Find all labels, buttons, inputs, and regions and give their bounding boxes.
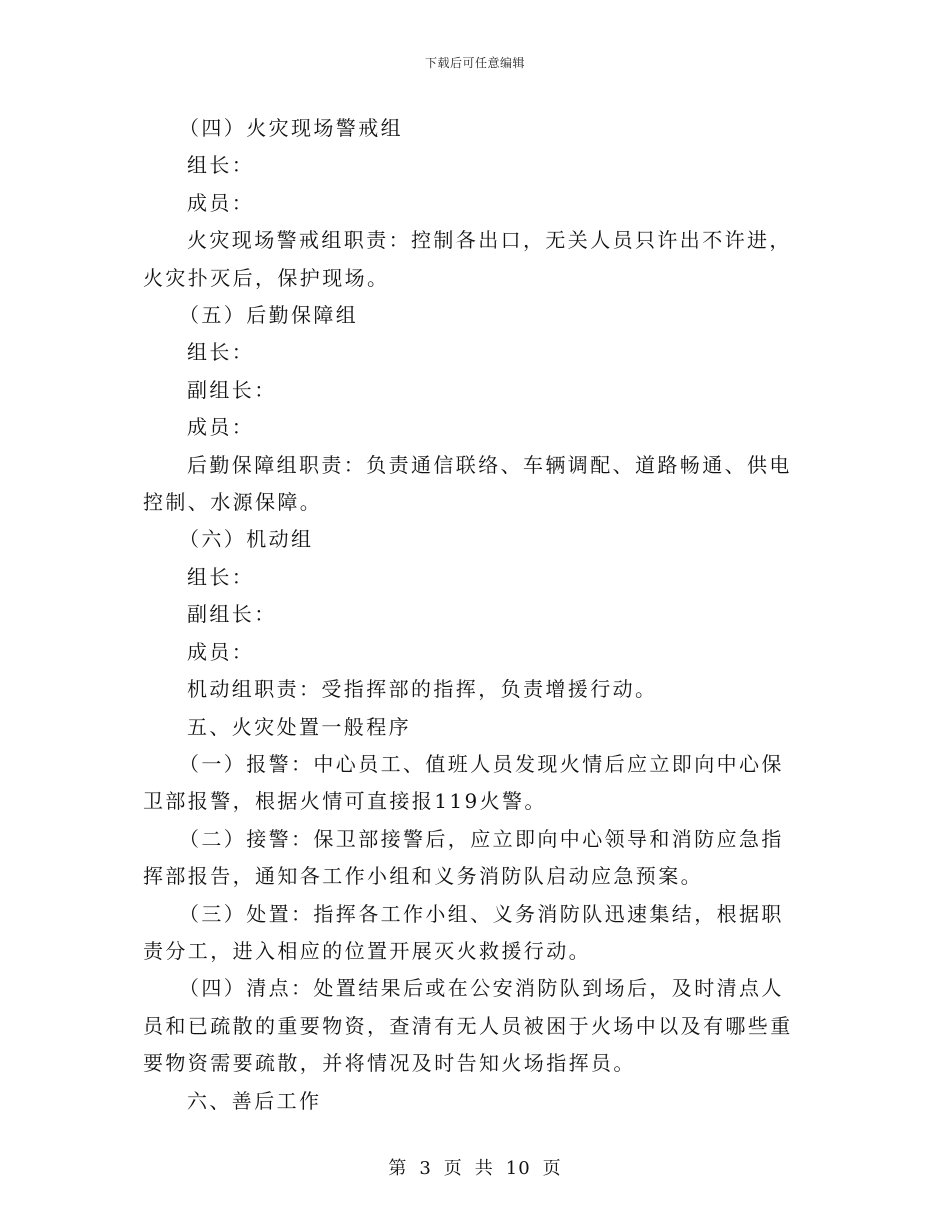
footer-total-word: 共 (474, 1158, 494, 1179)
paragraph: 成员： (187, 190, 255, 215)
paragraph: （一）报警：中心员工、值班人员发现火情后应立即向中心保卫部报警，根据火情可直接报119火警。 (143, 751, 784, 814)
section-heading: 六、善后工作 (187, 1088, 322, 1113)
footer-page-word: 页 (443, 1158, 463, 1179)
footer-suffix: 页 (542, 1158, 562, 1179)
paragraph: 组长： (187, 153, 255, 178)
paragraph: （二）接警：保卫部接警后，应立即向中心领导和消防应急指挥部报告，通知各工作小组和义务消防队启动应急预案。 (143, 826, 784, 889)
header-note: 下载后可任意编辑 (424, 56, 525, 70)
document-body (143, 110, 798, 1120)
paragraph: 成员： (187, 639, 255, 664)
paragraph: 后勤保障组职责：负责通信联络、车辆调配、道路畅通、供电控制、水源保障。 (143, 452, 792, 515)
paragraph: 机动组职责：受指挥部的指挥，负责增援行动。 (187, 677, 658, 702)
paragraph: （四）火灾现场警戒组 (179, 116, 403, 140)
paragraph: 组长： (187, 564, 255, 589)
paragraph: （三）处置：指挥各工作小组、义务消防队迅速集结，根据职责分工，进入相应的位置开展灭火救援行动。 (143, 901, 784, 963)
paragraph: 火灾现场警戒组职责：控制各出口，无关人员只许出不许进，火灾扑灭后，保护现场。 (143, 228, 792, 290)
section-heading: 五、火灾处置一般程序 (187, 714, 411, 739)
page-number-footer (0, 1154, 950, 1180)
paragraph: 组长： (187, 340, 255, 365)
paragraph: （五）后勤保障组 (179, 303, 359, 328)
paragraph: 副组长： (187, 377, 277, 402)
paragraph: （六）机动组 (179, 527, 314, 552)
current-page-number: 3 (419, 1158, 432, 1179)
footer-prefix: 第 (388, 1158, 408, 1179)
total-page-count: 10 (505, 1158, 531, 1179)
paragraph: （四）清点：处置结果后或在公安消防队到场后，及时清点人员和已疏散的重要物资，查清有无人员被困于火场中以及有哪些重要物资需要疏散，并将情况及时告知火场指挥员。 (143, 976, 793, 1076)
paragraph: 副组长： (187, 602, 277, 627)
paragraph: 成员： (187, 415, 255, 440)
